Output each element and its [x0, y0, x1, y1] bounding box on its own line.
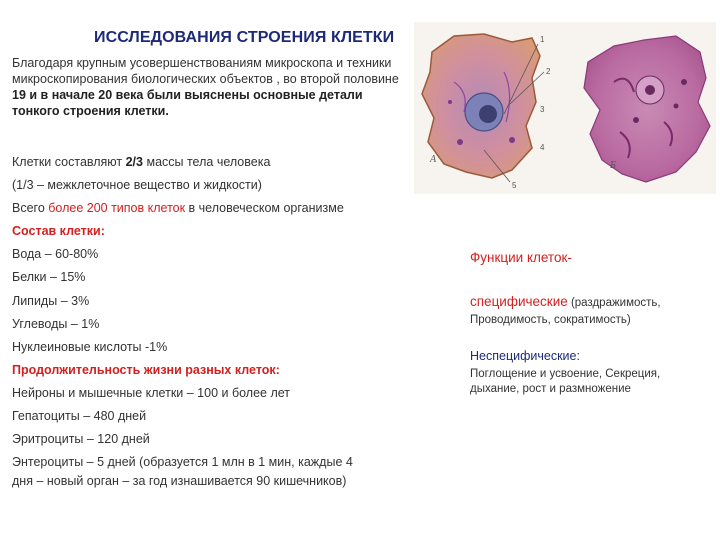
lifespan-item: дня – новый орган – за год изнашивается 90 кишечников): [12, 474, 347, 488]
lifespan-item: Гепатоциты – 480 дней: [12, 409, 147, 423]
lifespan-item: Эритроциты – 120 дней: [12, 432, 150, 446]
types-value: более 200 типов клеток: [48, 201, 186, 215]
cell-figure: [414, 22, 716, 194]
figure-number: 1: [540, 35, 545, 44]
lifespan-item: Энтероциты – 5 дней (образуется 1 млн в 1 мин, каждые 4: [12, 455, 353, 469]
composition-item: Нуклеиновые кислоты -1%: [12, 340, 168, 354]
types-fact: Всего более 200 типов клеток в человеческом организме: [12, 201, 344, 215]
specific-detail: (раздражимость,: [567, 297, 661, 309]
composition-heading: Состав клетки:: [12, 224, 105, 238]
figure-number: 5: [512, 181, 517, 190]
composition-item: Углеводы – 1%: [12, 317, 100, 331]
lifespan-heading: Продолжительность жизни разных клеток:: [12, 363, 280, 377]
figure-number: 3: [540, 105, 545, 114]
intro-century: 19: [12, 88, 26, 102]
composition-item: Липиды – 3%: [12, 294, 90, 308]
lifespan-item: Нейроны и мышечные клетки – 100 и более лет: [12, 386, 291, 400]
cell-illustration: [414, 22, 716, 194]
figure-number: 2: [546, 67, 551, 76]
nonspecific-detail: Поглощение и усвоение, Секреция, дыхание, рост и размножение: [470, 368, 661, 395]
intro-paragraph: [12, 55, 408, 119]
intro-bold-tail: были выяснены основные детали тонкого строения клетки.: [12, 88, 363, 118]
functions-heading: Функции клеток-: [470, 250, 572, 265]
cell-a: [422, 34, 544, 182]
cell-b: [584, 36, 710, 182]
mass-value: 2/3: [125, 155, 143, 169]
composition-item: Вода – 60-80%: [12, 247, 99, 261]
specific-label: специфические: [470, 294, 568, 309]
intro-and: и в: [25, 88, 52, 102]
figure-label-b: Б: [610, 160, 616, 171]
specific-functions: [470, 293, 661, 311]
intro-text: Благодаря крупным усовершенствованиям микроскопа и техники микроскопирования биологических объектов , во второй половине: [12, 56, 399, 86]
nonspecific-label: Неспецифические:: [470, 349, 580, 363]
figure-number: 4: [540, 143, 545, 152]
composition-item: Белки – 15%: [12, 270, 86, 284]
page-title: ИССЛЕДОВАНИЯ СТРОЕНИЯ КЛЕТКИ: [94, 29, 395, 46]
intro-start: начале 20 века: [51, 88, 144, 102]
specific-detail-2: Проводимость, сократимость): [470, 314, 631, 326]
figure-label-a: А: [430, 154, 437, 165]
mass-fact: Клетки составляют 2/3 массы тела человека: [12, 155, 271, 169]
intercellular-fact: (1/3 – межклеточное вещество и жидкости): [12, 178, 262, 192]
